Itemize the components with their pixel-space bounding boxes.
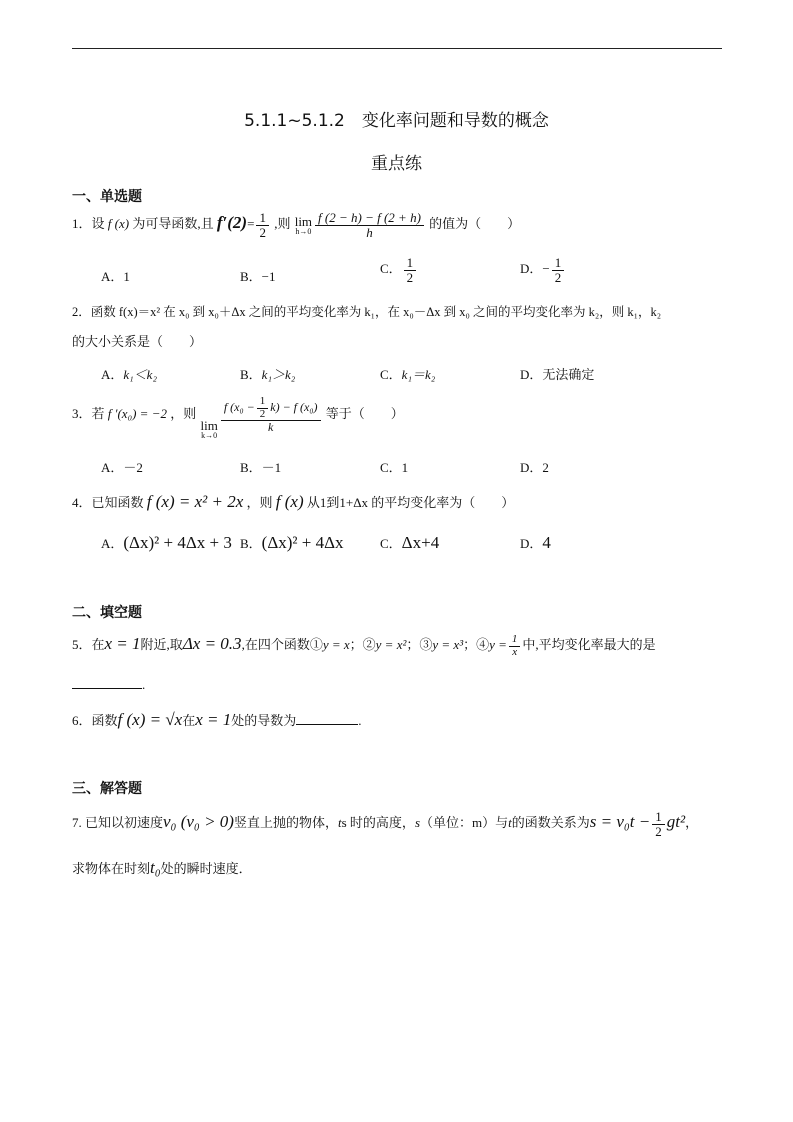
q3-option-d-value: 2 bbox=[542, 460, 549, 475]
q7-text-3: s 时的高度， bbox=[341, 815, 415, 831]
header-rule bbox=[72, 48, 722, 49]
section-heading-solution: 三、解答题 bbox=[72, 781, 142, 797]
q1-half-den: 2 bbox=[259, 224, 266, 240]
q4-option-c[interactable] bbox=[380, 533, 439, 553]
q3-lim-sub: k→0 bbox=[201, 430, 218, 440]
q3-option-b-label: B． bbox=[240, 460, 262, 475]
q4-option-d-label: D． bbox=[520, 536, 543, 551]
section-heading-fill-blank: 二、填空题 bbox=[72, 605, 142, 621]
q7-v0: v₀ (v₀ > 0) bbox=[163, 812, 234, 832]
q3-inner-num: 1 bbox=[257, 396, 269, 409]
q4-option-c-value: Δx+4 bbox=[401, 533, 440, 552]
q4-option-a[interactable] bbox=[101, 533, 232, 553]
q6-x-eq-1: x = 1 bbox=[195, 710, 232, 729]
q7-text-5: 的函数关系为 bbox=[511, 815, 590, 831]
q1-option-d-label: D． bbox=[520, 261, 543, 277]
q5-func-3: y = x³ bbox=[432, 637, 464, 653]
question-5 bbox=[72, 634, 656, 658]
q3-option-b-value: －1 bbox=[261, 460, 282, 475]
q7-formula-a: s = v₀t − bbox=[589, 812, 651, 832]
q1-option-c-label: C． bbox=[380, 261, 402, 277]
q1-limit bbox=[295, 215, 312, 236]
q7-line2-b: 处的瞬时速度． bbox=[160, 861, 252, 876]
q5-func-1: y = x bbox=[322, 637, 350, 653]
q4-option-b-label: B． bbox=[240, 536, 262, 551]
q1-option-d-sign: − bbox=[542, 261, 550, 277]
q5-x-eq-1: x = 1 bbox=[104, 634, 141, 654]
q1-fx: f (x) bbox=[107, 216, 130, 232]
q5-text-4: ；② bbox=[349, 637, 376, 653]
q1-option-d-den: 2 bbox=[554, 269, 562, 285]
q5-delta-x: Δx = 0.3 bbox=[182, 634, 242, 654]
q4-option-d[interactable] bbox=[520, 533, 551, 553]
question-3 bbox=[72, 396, 404, 440]
q4-option-c-label: C． bbox=[380, 536, 402, 551]
q3-limit-num bbox=[221, 396, 321, 421]
q7-formula-b: gt² bbox=[666, 812, 686, 832]
q3-option-a-label: A． bbox=[101, 460, 124, 475]
q7-formula-num: 1 bbox=[652, 810, 665, 825]
q2-option-b-value: k₁＞k₂ bbox=[261, 367, 296, 382]
q5-func-4-den: x bbox=[512, 645, 518, 658]
q3-option-a[interactable] bbox=[101, 457, 143, 476]
q2-option-a-value: k₁＜k₂ bbox=[123, 367, 157, 382]
q5-answer-blank[interactable] bbox=[72, 676, 142, 689]
question-6 bbox=[72, 710, 362, 730]
q1-option-c-num: 1 bbox=[404, 256, 417, 271]
q1-option-a-label: A． bbox=[101, 269, 124, 284]
q3-limit bbox=[200, 419, 217, 440]
question-5-answer-line bbox=[72, 676, 145, 693]
q7-text-6: ， bbox=[685, 815, 699, 831]
q1-option-c[interactable] bbox=[380, 256, 418, 284]
q3-text-1: ，则 bbox=[170, 405, 197, 421]
q1-eq: = bbox=[247, 216, 255, 232]
q6-function: f (x) = √x bbox=[117, 710, 183, 729]
q7-text-1: 7. 已知以初速度 bbox=[72, 815, 164, 831]
q7-t0: t₀ bbox=[150, 858, 161, 877]
q2-option-d-label: D． bbox=[520, 367, 543, 382]
q1-limit-den: h bbox=[366, 224, 373, 240]
q6-text-4: . bbox=[358, 713, 362, 728]
q3-limit-fraction bbox=[221, 396, 321, 434]
question-2-line-1: 2．函数 f(x)＝x² 在 x₀ 到 x₀＋Δx 之间的平均变化率为 k₁，在 x₀－Δx 到 x₀ 之间的平均变化率为 k₂，则 k₁，k₂ bbox=[72, 305, 662, 319]
q2-option-b-label: B． bbox=[240, 367, 262, 382]
q5-func-4: y = bbox=[489, 637, 507, 653]
question-2-line-2: 的大小关系是（ ） bbox=[72, 334, 203, 349]
q1-half-fraction bbox=[256, 211, 269, 239]
q4-fx: f (x) bbox=[275, 492, 304, 511]
q3-option-c-value: 1 bbox=[401, 460, 409, 475]
q1-number: 1．设 bbox=[72, 216, 105, 232]
q4-option-b[interactable] bbox=[240, 533, 344, 553]
q1-option-c-den: 2 bbox=[406, 269, 414, 285]
q3-lim-word: lim bbox=[200, 417, 218, 433]
q4-function: f (x) = x² + 2x bbox=[146, 492, 244, 511]
q1-text-3: 的值为（ ） bbox=[429, 216, 521, 232]
q3-option-a-value: －2 bbox=[123, 460, 143, 475]
q1-limit-num: f (2 − h) − f (2 + h) bbox=[315, 211, 424, 226]
q3-option-c[interactable] bbox=[380, 457, 408, 476]
q6-text-2: 在 bbox=[182, 713, 196, 728]
q1-text-1: 为可导函数,且 bbox=[132, 216, 214, 232]
q4-option-d-value: 4 bbox=[542, 533, 551, 552]
q1-fprime2: f′(2) bbox=[216, 213, 248, 233]
q3-number: 3．若 bbox=[72, 405, 105, 421]
q7-t-var: t bbox=[338, 815, 342, 831]
q1-lim-word: lim bbox=[294, 213, 313, 229]
q1-option-a[interactable] bbox=[101, 266, 130, 285]
q7-s-var: s bbox=[414, 815, 420, 831]
q1-option-c-fraction bbox=[404, 256, 417, 284]
q3-inner-den: 2 bbox=[259, 407, 266, 420]
q7-text-4: （单位：m）与 bbox=[420, 815, 509, 831]
q4-number: 4．已知函数 bbox=[72, 495, 144, 510]
q2-option-c[interactable] bbox=[380, 364, 435, 383]
q2-option-a[interactable] bbox=[101, 364, 157, 383]
q2-option-d[interactable] bbox=[520, 364, 594, 383]
q7-formula-fraction bbox=[652, 810, 665, 838]
question-4 bbox=[72, 492, 514, 512]
q6-text-1: 6．函数 bbox=[72, 713, 118, 728]
q3-text-2: 等于（ ） bbox=[325, 405, 404, 421]
q4-option-a-value: (Δx)² + 4Δx + 3 bbox=[123, 533, 232, 552]
page-title: 5.1.1~5.1.2 变化率问题和导数的概念 bbox=[244, 111, 549, 131]
q4-text-2: 从1到1+Δx 的平均变化率为（ ） bbox=[306, 495, 515, 510]
q3-inner-fraction bbox=[257, 396, 269, 420]
q5-text-8: . bbox=[142, 677, 146, 692]
q2-option-a-label: A． bbox=[101, 367, 124, 382]
q5-text-7: 中,平均变化率最大的是 bbox=[522, 637, 656, 653]
q2-option-d-value: 无法确定 bbox=[542, 367, 595, 382]
q5-func-4-num: 1 bbox=[509, 634, 521, 647]
q4-option-a-label: A． bbox=[101, 536, 124, 551]
q5-text-6: ；④ bbox=[463, 637, 490, 653]
q1-half-num: 1 bbox=[256, 211, 269, 226]
q3-option-b[interactable] bbox=[240, 457, 281, 476]
q5-func-2: y = x² bbox=[375, 637, 407, 653]
question-1 bbox=[72, 211, 520, 239]
q3-num-part-b: k) − f (x₀) bbox=[270, 399, 318, 414]
q1-text-2: ,则 bbox=[274, 216, 291, 232]
q7-t-var-2: t bbox=[508, 815, 512, 831]
q7-text-2: 竖直上抛的物体， bbox=[233, 815, 338, 831]
q7-formula-den: 2 bbox=[655, 823, 662, 839]
page-subtitle: 重点练 bbox=[371, 154, 422, 174]
q5-text-5: ；③ bbox=[406, 637, 433, 653]
q3-condition: f ′(x₀) = −2 bbox=[107, 405, 167, 421]
q1-option-b[interactable] bbox=[240, 266, 276, 285]
q7-line2-a: 求物体在时刻 bbox=[72, 861, 151, 876]
q1-option-d-num: 1 bbox=[552, 256, 565, 271]
q2-option-c-label: C． bbox=[380, 367, 402, 382]
question-7-line-1 bbox=[72, 810, 698, 838]
q1-option-d-fraction bbox=[552, 256, 565, 284]
q6-text-3: 处的导数为 bbox=[231, 713, 297, 728]
q1-lim-sub: h→0 bbox=[295, 226, 312, 236]
section-heading-single-choice: 一、单选题 bbox=[72, 189, 142, 205]
q5-text-3: ,在四个函数① bbox=[241, 637, 323, 653]
q4-option-b-value: (Δx)² + 4Δx bbox=[261, 533, 344, 552]
q4-text-1: ，则 bbox=[246, 495, 273, 510]
q3-option-c-label: C． bbox=[380, 460, 402, 475]
q6-answer-blank[interactable] bbox=[296, 712, 358, 725]
q1-option-d[interactable] bbox=[520, 256, 566, 284]
q3-option-d-label: D． bbox=[520, 460, 543, 475]
q5-text-1: 5．在 bbox=[72, 637, 105, 653]
q1-option-b-value: −1 bbox=[261, 269, 276, 284]
q1-option-a-value: 1 bbox=[123, 269, 130, 284]
q2-option-b[interactable] bbox=[240, 364, 295, 383]
q3-option-d[interactable] bbox=[520, 457, 549, 476]
q2-option-c-value: k₁＝k₂ bbox=[401, 367, 436, 382]
q1-option-b-label: B． bbox=[240, 269, 262, 284]
question-7-line-2 bbox=[72, 858, 252, 878]
q5-func-4-fraction bbox=[509, 634, 521, 658]
q3-limit-den: k bbox=[268, 420, 274, 435]
q1-limit-fraction bbox=[315, 211, 424, 239]
q5-text-2: 附近,取 bbox=[140, 637, 183, 653]
q3-num-part-a: f (x₀ − bbox=[223, 399, 255, 414]
